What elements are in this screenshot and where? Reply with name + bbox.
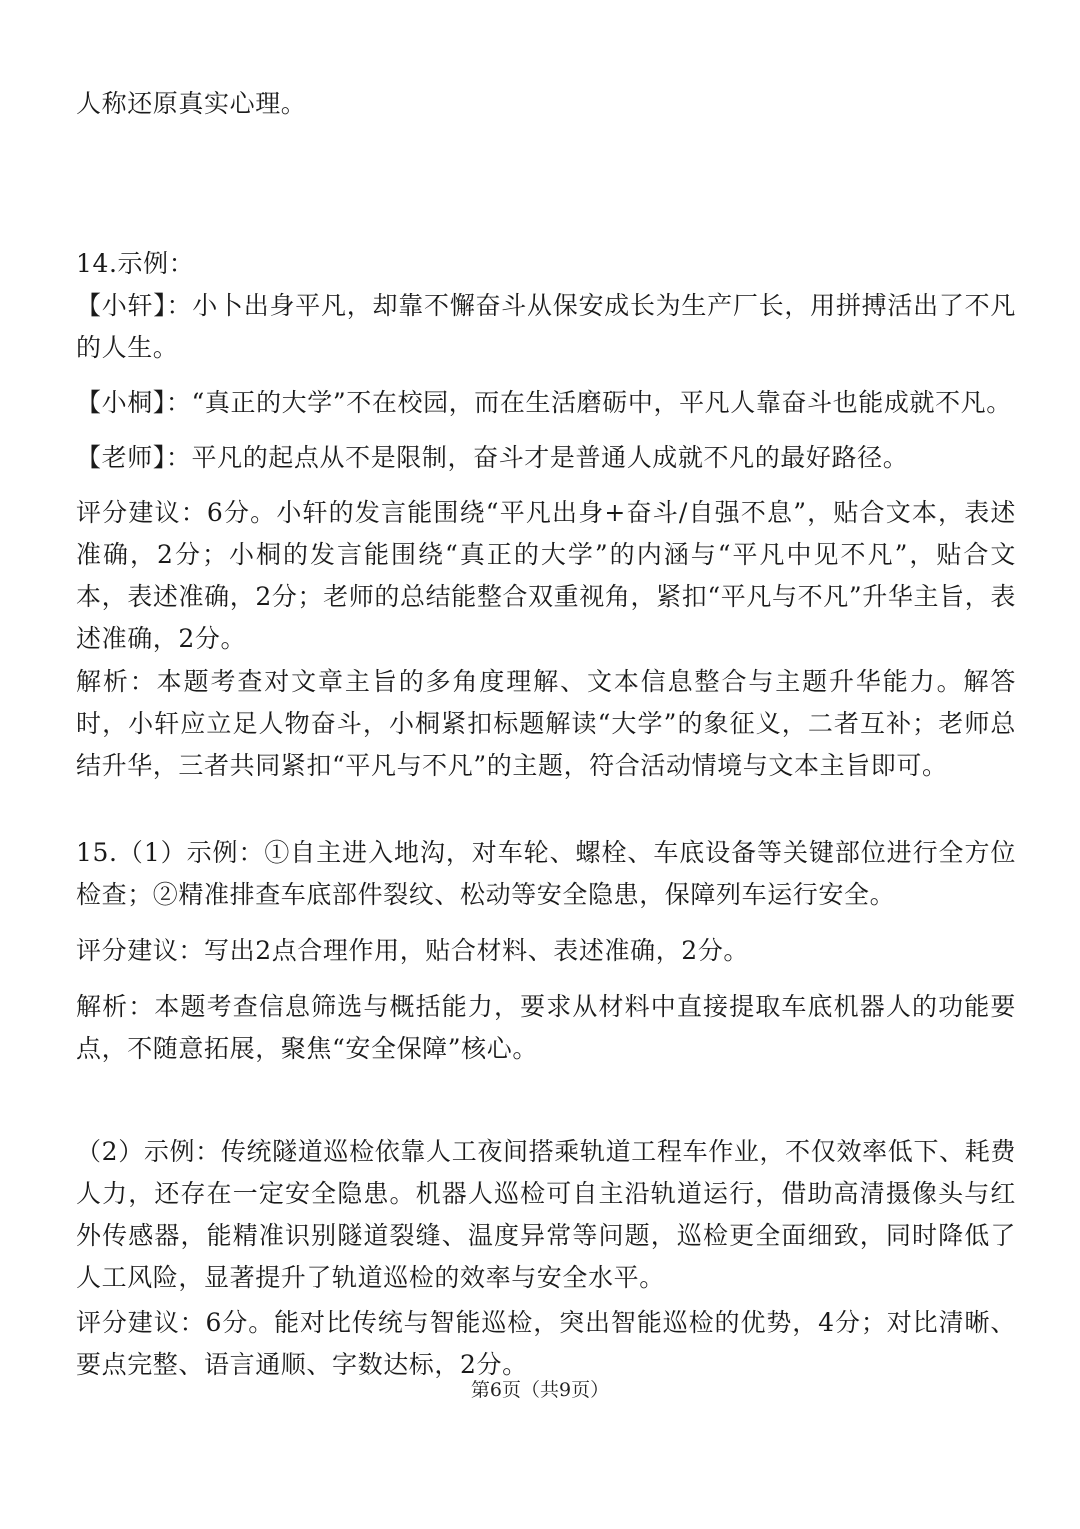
q15-part2-answer: （2）示例：传统隧道巡检依靠人工夜间搭乘轨道工程车作业，不仅效率低下、耗费人力，还存在一定安全隐患。机器人巡检可自主沿轨道运行，借助高清摄像头与红外传感器，能精准识别隧道裂缝、温度异常等问题，巡检更全面细致，同时降低了人工风险，显著提升了轨道巡检的效率与安全水平。 (76, 1137, 1016, 1292)
paragraph-continuation: 人称还原真实心理。 (76, 89, 307, 118)
q14-xiaotong: 【小桐】：“真正的大学”不在校园，而在生活磨砺中，平凡人靠奋斗也能成就不凡。 (76, 388, 1012, 417)
q14-analysis: 解析：本题考查对文章主旨的多角度理解、文本信息整合与主题升华能力。解答时，小轩应立足人物奋斗，小桐紧扣标题解读“大学”的象征义，二者互补；老师总结升华，三者共同紧扣“平凡与不凡”的主题，符合活动情境与文本主旨即可。 (76, 667, 1016, 780)
q14-teacher: 【老师】：平凡的起点从不是限制，奋斗才是普通人成就不凡的最好路径。 (76, 443, 909, 472)
q14-heading: 14.示例： (76, 249, 195, 278)
q15-part2-scoring: 评分建议：6分。能对比传统与智能巡检，突出智能巡检的优势，4分；对比清晰、要点完整、语言通顺、字数达标，2分。 (76, 1308, 1016, 1379)
q15-part1-scoring: 评分建议：写出2点合理作用，贴合材料、表述准确，2分。 (76, 936, 750, 965)
q14-xiaoxuan: 【小轩】：小卜出身平凡，却靠不懈奋斗从保安成长为生产厂长，用拼搏活出了不凡的人生。 (76, 291, 1016, 362)
q14-scoring: 评分建议：6分。小轩的发言能围绕“平凡出身+奋斗/自强不息”，贴合文本，表述准确，2分；小桐的发言能围绕“真正的大学”的内涵与“平凡中见不凡”，贴合文本，表述准确，2分；老师的总结能整合双重视角，紧扣“平凡与不凡”升华主旨，表述准确，2分。 (76, 498, 1016, 653)
q15-part1-answer: 15.（1）示例：①自主进入地沟，对车轮、螺栓、车底设备等关键部位进行全方位检查；②精准排查车底部件裂纹、松动等安全隐患，保障列车运行安全。 (76, 838, 1016, 909)
q15-part1-analysis: 解析：本题考查信息筛选与概括能力，要求从材料中直接提取车底机器人的功能要点，不随意拓展，聚焦“安全保障”核心。 (76, 992, 1016, 1063)
page-number: 第6页（共9页） (470, 1379, 610, 1401)
